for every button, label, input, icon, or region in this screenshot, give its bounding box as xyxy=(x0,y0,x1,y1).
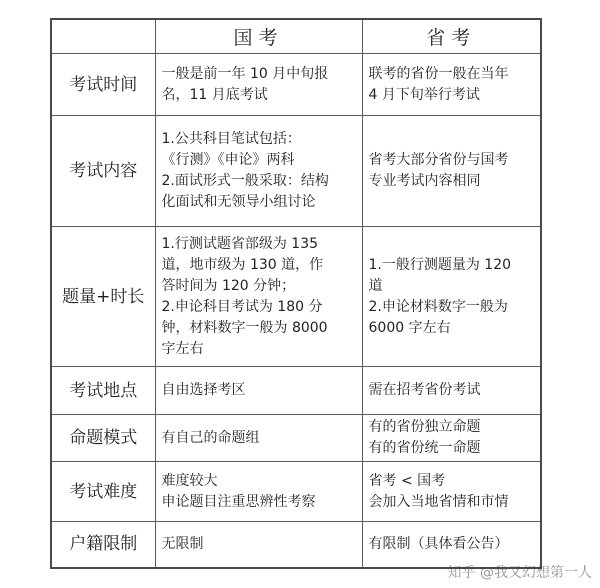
row-household-restriction xyxy=(51,522,541,568)
cell-line: 6000 字左右 xyxy=(368,319,451,336)
row-exam-location xyxy=(51,367,541,415)
row-label: 考试地点 xyxy=(51,367,155,415)
cell-line: 有限制（具体看公告） xyxy=(368,535,509,552)
zhihu-watermark: 知乎 @我又幻想第一人 xyxy=(447,565,592,581)
row-question-count-duration xyxy=(51,227,541,367)
cell-line: 1.行测试题省部级为 135 xyxy=(161,235,319,252)
cell-line: 联考的省份一般在当年 xyxy=(368,65,509,82)
header-national-exam: 国考 xyxy=(155,19,362,54)
cell-line: 自由选择考区 xyxy=(161,382,246,398)
provincial-cell xyxy=(362,462,541,522)
header-corner-cell xyxy=(51,19,155,54)
cell-line: 《行测》《申论》两科 xyxy=(161,152,295,168)
national-cell xyxy=(155,116,362,227)
header-provincial-exam: 省考 xyxy=(362,19,541,54)
cell-line: 2.面试形式一般采取：结构 xyxy=(161,173,329,189)
cell-line: 字左右 xyxy=(161,340,204,357)
row-label: 考试时间 xyxy=(51,54,155,116)
national-cell xyxy=(155,54,362,116)
cell-line: 钟，材料数字一般为 8000 xyxy=(161,319,328,336)
national-cell xyxy=(155,522,362,568)
cell-line: 申论题目注重思辨性考察 xyxy=(161,493,316,510)
row-label: 考试难度 xyxy=(51,462,155,522)
row-label: 命题模式 xyxy=(51,415,155,462)
provincial-cell xyxy=(362,227,541,367)
cell-line: 道，地市级为 130 道，作 xyxy=(161,256,324,273)
provincial-cell xyxy=(362,367,541,415)
cell-line: 省考 < 国考 xyxy=(368,472,446,489)
cell-line: 1.公共科目笔试包括： xyxy=(161,131,301,147)
cell-line: 化面试和无领导小组讨论 xyxy=(161,194,316,210)
cell-line: 4 月下旬举行考试 xyxy=(368,86,480,103)
national-cell xyxy=(155,227,362,367)
provincial-cell xyxy=(362,415,541,462)
cell-line: 2.申论科目考试为 180 分 xyxy=(161,298,323,315)
header-row xyxy=(51,19,541,54)
cell-line: 2.申论材料数字一般为 xyxy=(368,298,508,315)
national-cell xyxy=(155,462,362,522)
cell-line: 需在招考省份考试 xyxy=(368,382,481,398)
national-cell xyxy=(155,367,362,415)
cell-line: 有的省份独立命题 xyxy=(368,419,481,435)
cell-line: 道 xyxy=(368,277,383,294)
exam-comparison-table xyxy=(50,18,542,569)
cell-line: 会加入当地省情和市情 xyxy=(368,493,509,510)
cell-line: 专业考试内容相同 xyxy=(368,173,481,189)
cell-line: 有自己的命题组 xyxy=(161,429,260,446)
row-exam-time xyxy=(51,54,541,116)
provincial-cell xyxy=(362,116,541,227)
cell-line: 无限制 xyxy=(161,535,204,552)
cell-line: 名，11 月底考试 xyxy=(161,86,268,103)
row-exam-content xyxy=(51,116,541,227)
provincial-cell xyxy=(362,522,541,568)
cell-line: 答时间为 120 分钟； xyxy=(161,277,296,294)
cell-line: 一般是前一年 10 月中旬报 xyxy=(161,65,329,82)
row-label: 题量+时长 xyxy=(51,227,155,367)
row-exam-difficulty xyxy=(51,462,541,522)
cell-line: 1.一般行测题量为 120 xyxy=(368,256,512,273)
cell-line: 有的省份统一命题 xyxy=(368,440,481,456)
row-question-setting-mode xyxy=(51,415,541,462)
cell-line: 难度较大 xyxy=(161,472,218,489)
national-cell xyxy=(155,415,362,462)
cell-line: 省考大部分省份与国考 xyxy=(368,152,509,168)
row-label: 户籍限制 xyxy=(51,522,155,568)
row-label: 考试内容 xyxy=(51,116,155,227)
provincial-cell xyxy=(362,54,541,116)
